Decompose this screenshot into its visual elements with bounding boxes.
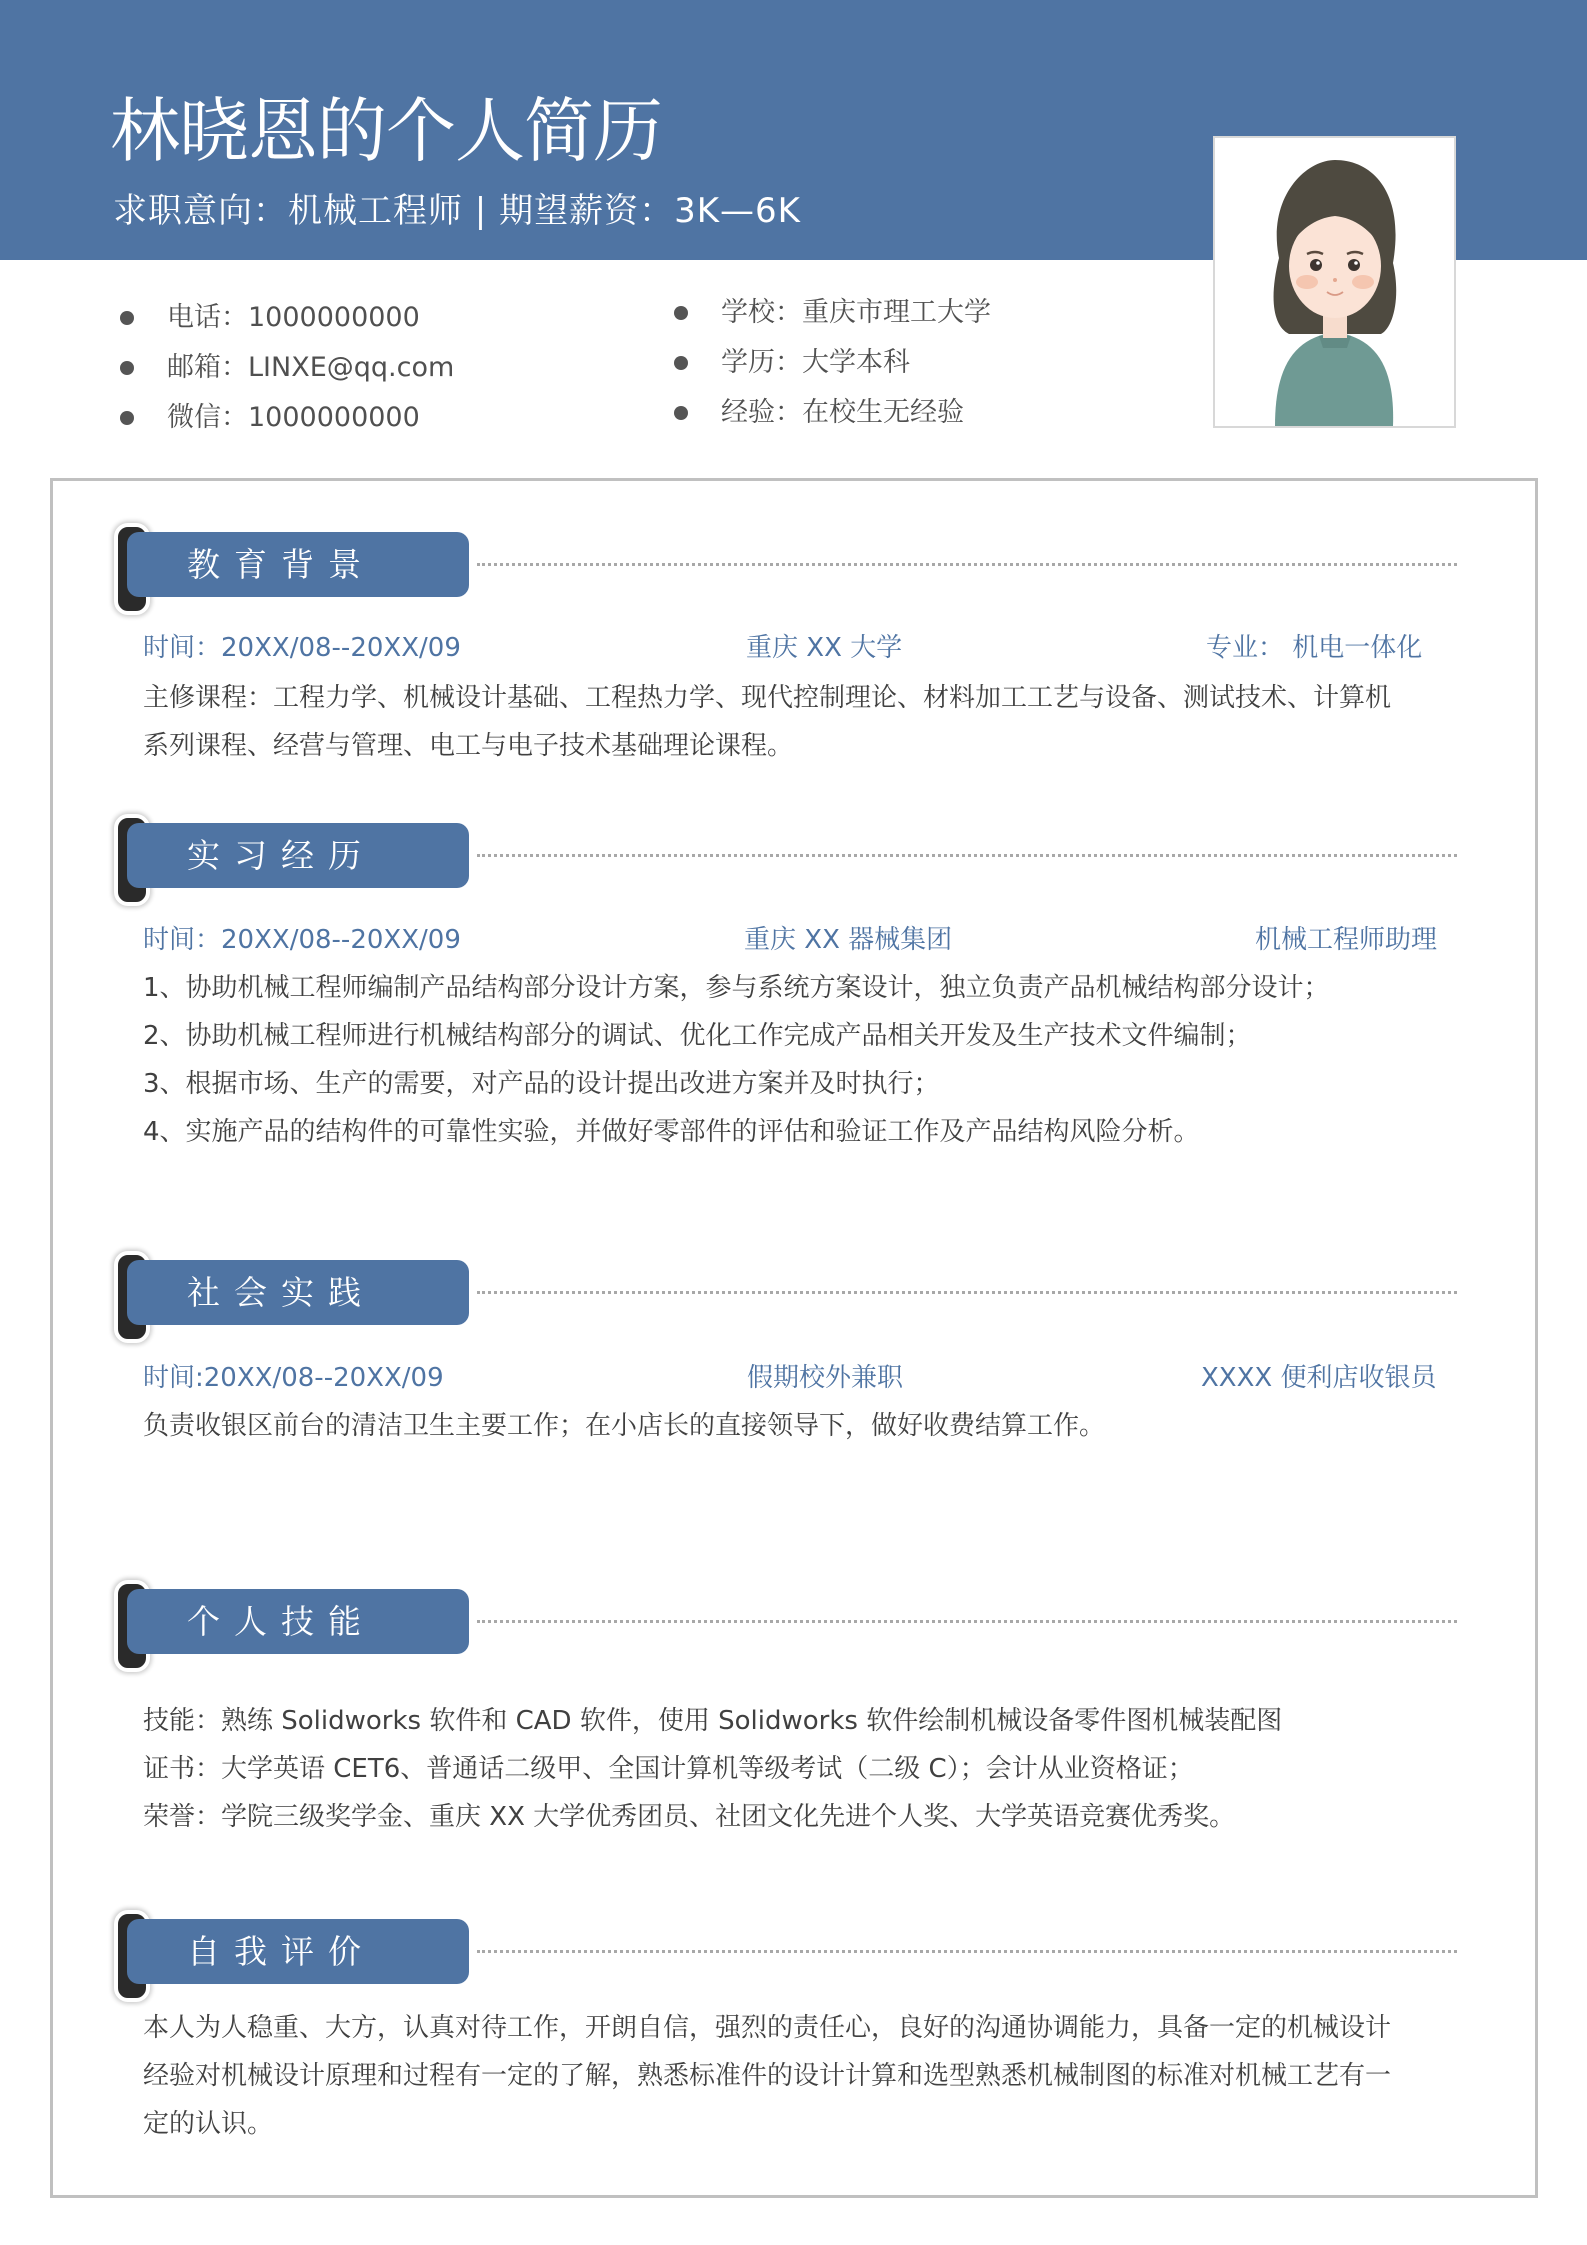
contact-email: [120, 343, 454, 393]
text-line: 1、协助机械工程师编制产品结构部分设计方案，参与系统方案设计，独立负责产品机械结构部分设计；: [143, 973, 1330, 1003]
text-line: 负责收银区前台的清洁卫生主要工作；在小店长的直接领导下，做好收费结算工作。: [143, 1411, 1106, 1441]
contact-label: 邮箱：: [167, 352, 248, 383]
text-line: 主修课程：工程力学、机械设计基础、工程热力学、现代控制理论、材料加工工艺与设备、测试技术、计算机: [143, 683, 1392, 713]
practice-time: 时间:20XX/08--20XX/09: [143, 1363, 444, 1393]
bullet-icon: [674, 356, 688, 370]
contact-wechat: [120, 393, 454, 443]
wechat-value: 1000000000: [248, 402, 420, 433]
section-title: 自我评价: [127, 1919, 469, 1984]
profile-photo: [1213, 136, 1456, 428]
section-header-internship: [112, 814, 1457, 904]
internship-role: 机械工程师助理: [1255, 925, 1438, 955]
internship-time: 时间：20XX/08--20XX/09: [143, 925, 461, 955]
practice-type: 假期校外兼职: [747, 1363, 904, 1393]
contact-info-right: [674, 288, 991, 438]
text-line: 系列课程、经营与管理、电工与电子技术基础理论课程。: [143, 731, 794, 761]
info-experience: [674, 388, 991, 438]
school-value: 重庆市理工大学: [802, 297, 991, 328]
text-line: 证书：大学英语 CET6、普通话二级甲、全国计算机等级考试（二级 C）；会计从业资格证；: [143, 1754, 1194, 1784]
education-meta: [143, 628, 1443, 668]
text-line: 荣誉：学院三级奖学金、重庆 XX 大学优秀团员、社团文化先进个人奖、大学英语竞赛优秀奖。: [143, 1802, 1236, 1832]
info-school: [674, 288, 991, 338]
dotted-divider: [477, 1620, 1457, 1623]
info-degree: [674, 338, 991, 388]
bullet-icon: [120, 311, 134, 325]
internship-duties: [143, 964, 1443, 1156]
education-school: 重庆 XX 大学: [746, 633, 903, 663]
text-line: 4、实施产品的结构件的可靠性实验，并做好零部件的评估和验证工作及产品结构风险分析。: [143, 1117, 1200, 1147]
section-title: 实习经历: [127, 823, 469, 888]
skills-list: [143, 1697, 1443, 1841]
section-title: 教育背景: [127, 532, 469, 597]
section-title: 社会实践: [127, 1260, 469, 1325]
info-label: 学历：: [721, 347, 802, 378]
practice-description: [143, 1402, 1443, 1450]
education-time: 时间：20XX/08--20XX/09: [143, 633, 461, 663]
practice-role: XXXX 便利店收银员: [1201, 1363, 1437, 1393]
dotted-divider: [477, 1950, 1457, 1953]
info-label: 学校：: [721, 297, 802, 328]
internship-company: 重庆 XX 器械集团: [744, 925, 953, 955]
text-line: 3、根据市场、生产的需要，对产品的设计提出改进方案并及时执行；: [143, 1069, 940, 1099]
section-header-practice: [112, 1251, 1457, 1341]
bullet-icon: [120, 411, 134, 425]
degree-value: 大学本科: [802, 347, 910, 378]
section-header-self-evaluation: [112, 1910, 1457, 2000]
education-courses: [143, 674, 1443, 770]
text-line: 2、协助机械工程师进行机械结构部分的调试、优化工作完成产品相关开发及生产技术文件编制；: [143, 1021, 1252, 1051]
text-line: 定的认识。: [143, 2109, 274, 2139]
dotted-divider: [477, 854, 1457, 857]
phone-value: 1000000000: [248, 302, 420, 333]
section-header-skills: [112, 1580, 1457, 1670]
text-line: 经验对机械设计原理和过程有一定的了解，熟悉标准件的设计计算和选型熟悉机械制图的标准对机械工艺有一: [143, 2061, 1392, 2091]
info-label: 经验：: [721, 397, 802, 428]
bullet-icon: [120, 361, 134, 375]
bullet-icon: [674, 406, 688, 420]
resume-title: 林晓恩的个人简历: [110, 90, 662, 172]
text-line: 本人为人稳重、大方，认真对待工作，开朗自信，强烈的责任心，良好的沟通协调能力，具备一定的机械设计: [143, 2013, 1392, 2043]
education-major: 专业： 机电一体化: [1206, 633, 1423, 663]
avatar-illustration-icon: [1215, 138, 1454, 426]
email-value: LINXE@qq.com: [248, 352, 455, 383]
section-header-education: [112, 523, 1457, 613]
contact-label: 微信：: [167, 402, 248, 433]
dotted-divider: [477, 1291, 1457, 1294]
internship-meta: [143, 920, 1443, 960]
bullet-icon: [674, 306, 688, 320]
contact-phone: [120, 293, 454, 343]
experience-value: 在校生无经验: [802, 397, 964, 428]
self-evaluation-text: [143, 2004, 1443, 2148]
contact-info-left: [120, 293, 454, 443]
job-intention: 求职意向：机械工程师 | 期望薪资：3K—6K: [113, 191, 801, 231]
practice-meta: [143, 1358, 1443, 1398]
dotted-divider: [477, 563, 1457, 566]
text-line: 技能：熟练 Solidworks 软件和 CAD 软件，使用 Solidworks 软件绘制机械设备零件图机械装配图: [143, 1706, 1283, 1736]
contact-label: 电话：: [167, 302, 248, 333]
section-title: 个人技能: [127, 1589, 469, 1654]
